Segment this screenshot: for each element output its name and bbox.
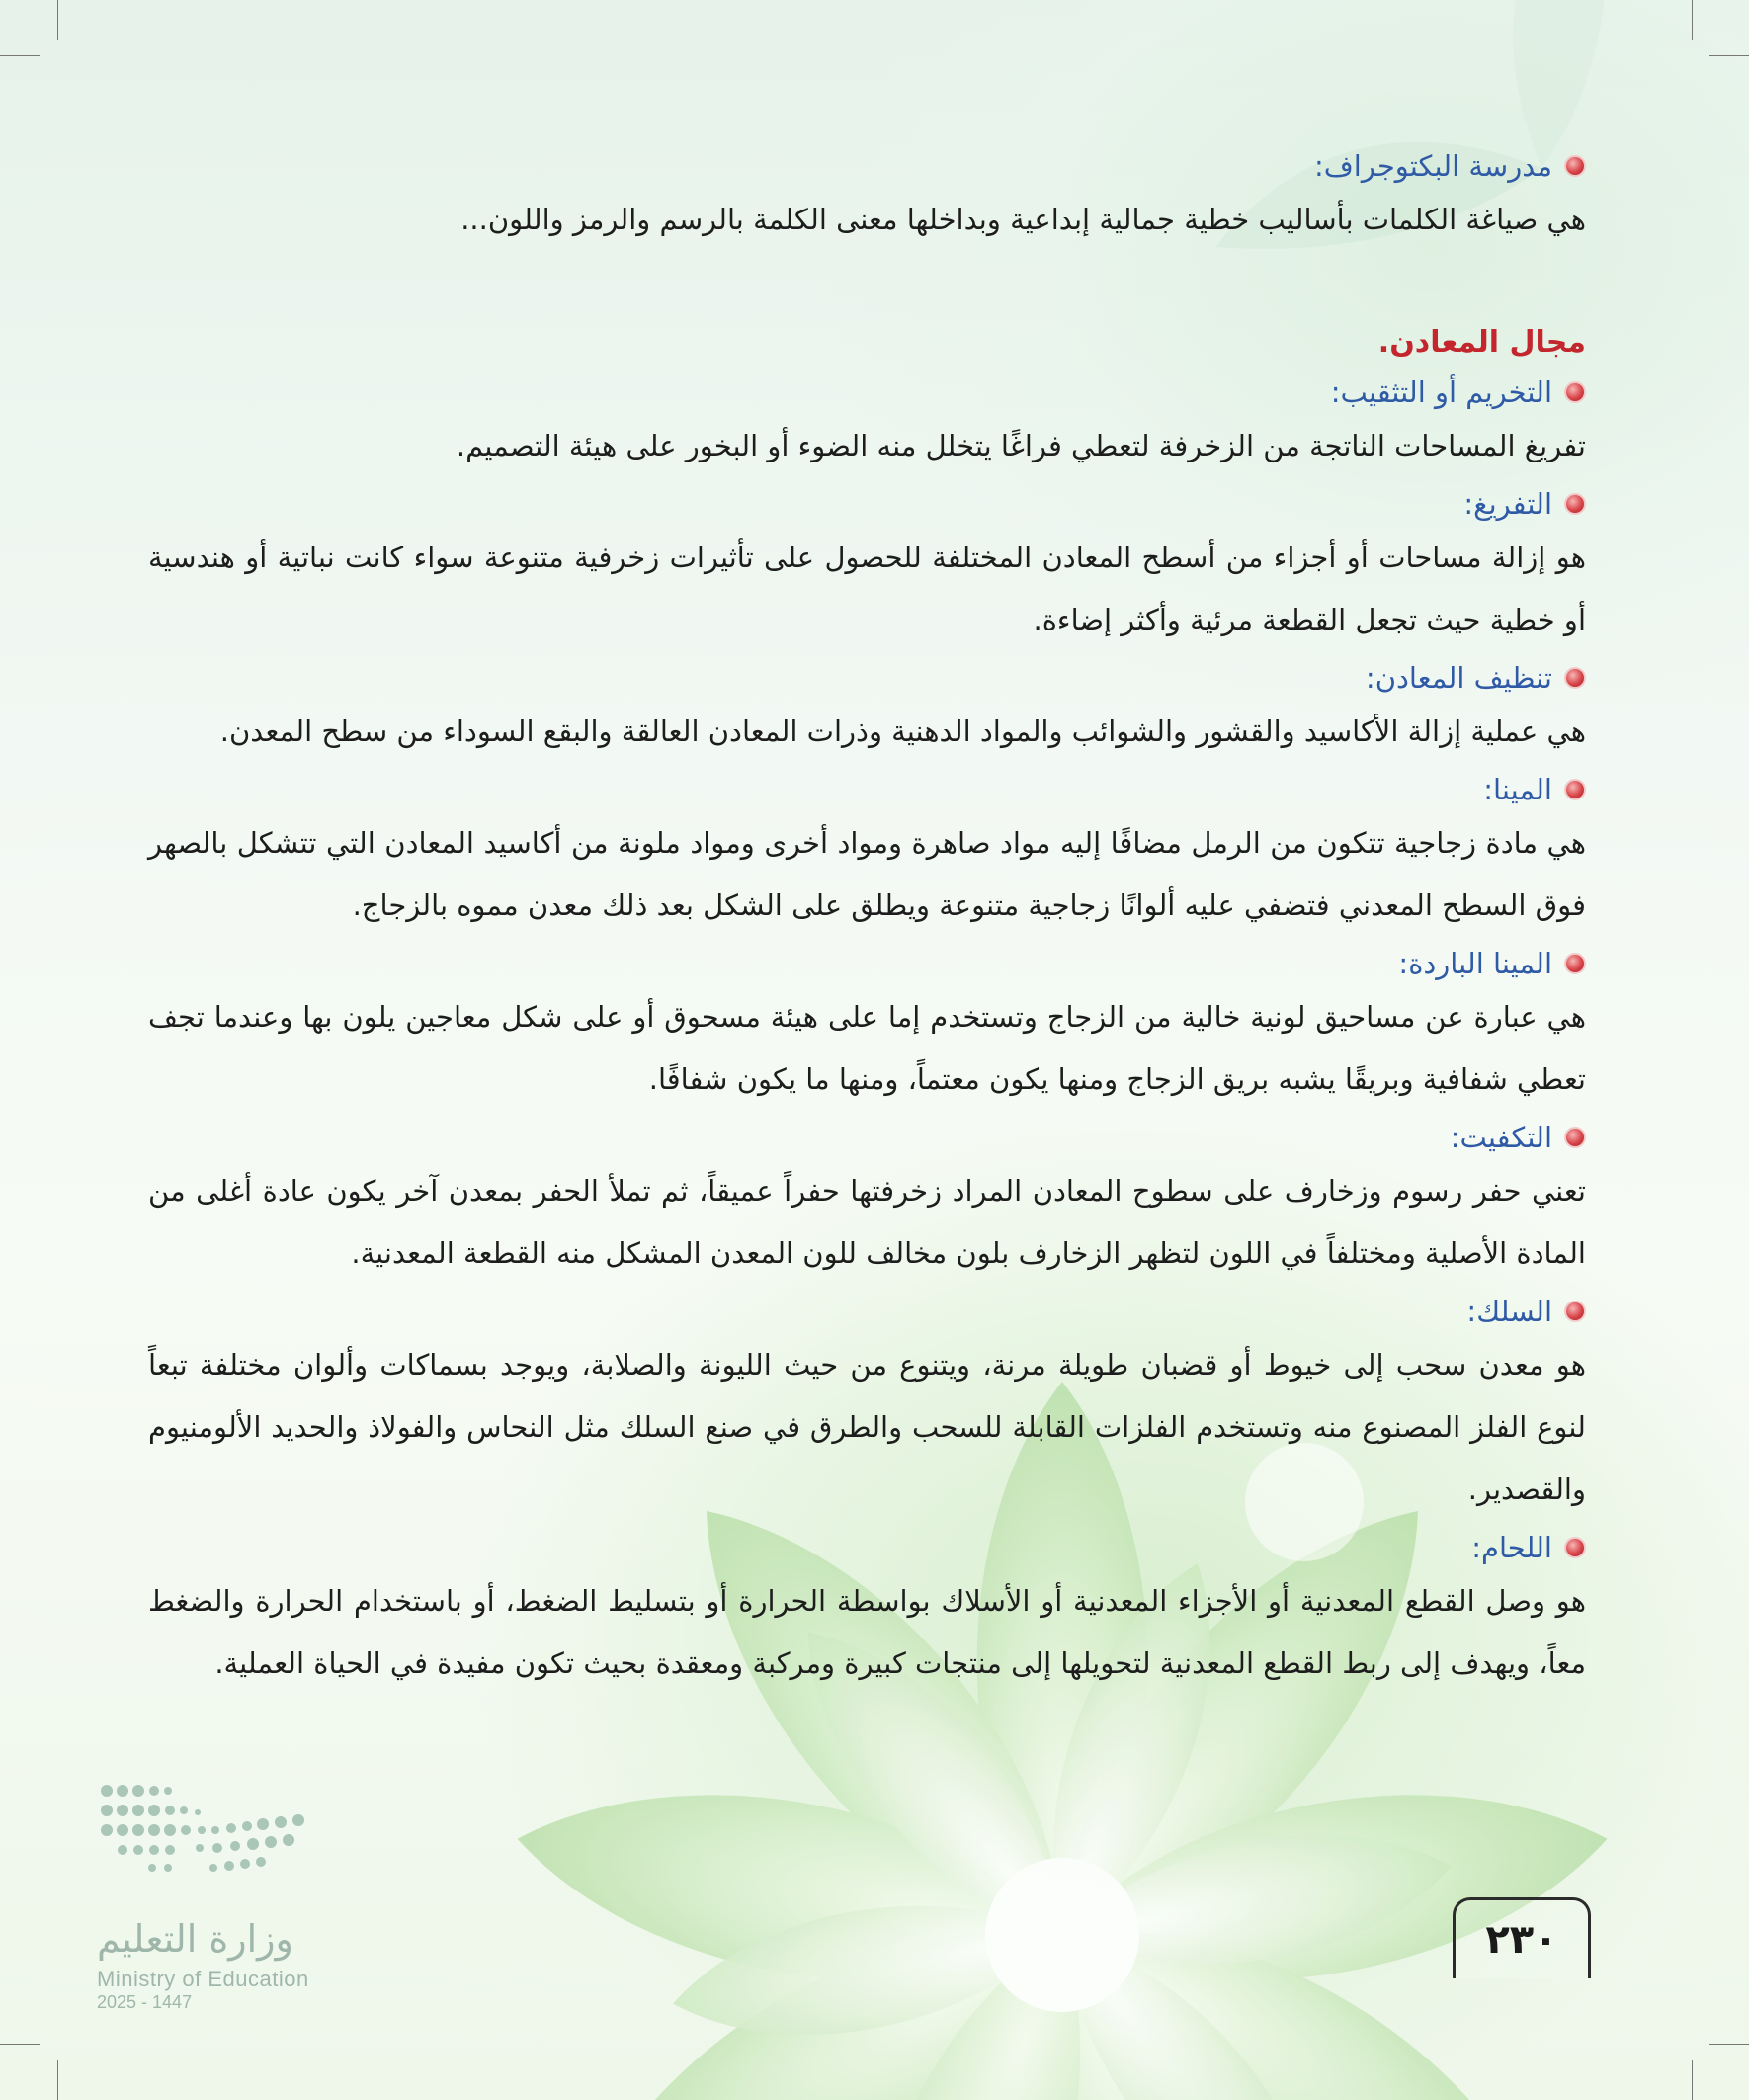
item-heading xyxy=(148,370,1586,415)
bullet-icon xyxy=(1564,1301,1586,1322)
item-heading xyxy=(148,1289,1586,1334)
item-heading xyxy=(148,655,1586,701)
item-heading-text: تنظيف المعادن: xyxy=(1365,661,1552,695)
section-title: مجال المعادن. xyxy=(1377,325,1586,360)
page-number: ٢٣٠ xyxy=(1485,1916,1558,1963)
item-heading xyxy=(148,1115,1586,1160)
item-heading xyxy=(148,481,1586,527)
intro-text: هي صياغة الكلمات بأساليب خطية جمالية إبداعية وبداخلها معنى الكلمة بالرسم والرمز واللون... xyxy=(460,203,1586,236)
item-heading-text: اللحام: xyxy=(1471,1531,1552,1564)
item-text: هي مادة زجاجية تتكون من الرمل مضافًا إليه مواد صاهرة ومواد أخرى ومواد ملونة من أكاسيد المعادن التي تتشكل بالصهر فوق السطح المعدني فتضفي عليه ألوانًا زجاجية متنوعة ويطلق على الشكل بعد ذلك معدن مموه بالزجاج. xyxy=(148,826,1586,922)
bullet-icon xyxy=(1564,493,1586,515)
crop-mark xyxy=(57,2060,58,2100)
item-text: تعني حفر رسوم وزخارف على سطوح المعادن المراد زخرفتها حفراً عميقاً، ثم تملأ الحفر بمعدن آخر يكون عادة أغلى من المادة الأصلية ومختلفاً في اللون لتظهر الزخارف بلون مخالف للون المعدن المشكل منه القطعة المعدنية. xyxy=(148,1174,1586,1270)
item-heading xyxy=(148,941,1586,986)
crop-mark xyxy=(1692,0,1693,40)
crop-mark xyxy=(57,0,58,40)
crop-mark xyxy=(0,55,40,56)
item-text: هو إزالة مساحات أو أجزاء من أسطح المعادن المختلفة للحصول على تأثيرات زخرفية متنوعة سواء كانت نباتية أو هندسية أو خطية حيث تجعل القطعة مرئية وأكثر إضاءة. xyxy=(148,541,1586,636)
item-text: هو وصل القطع المعدنية أو الأجزاء المعدنية أو الأسلاك بواسطة الحرارة أو بتسليط الضغط، أو باستخدام الحرارة والضغط معاً، ويهدف إلى ربط القطع المعدنية لتحويلها إلى منتجات كبيرة ومركبة ومعقدة بحيث تكون مفيدة في الحياة العملية. xyxy=(148,1584,1586,1680)
bullet-icon xyxy=(1564,1537,1586,1558)
logo-english-text: Ministry of Education xyxy=(97,1967,309,1991)
crop-mark xyxy=(0,2044,40,2045)
item-text: هي عملية إزالة الأكاسيد والقشور والشوائب والمواد الدهنية وذرات المعادن العالقة والبقع السوداء من سطح المعدن. xyxy=(219,714,1586,748)
logo-arabic-text: وزارة التعليم xyxy=(97,1917,293,1961)
bullet-icon xyxy=(1564,779,1586,800)
item-heading-text: السلك: xyxy=(1466,1295,1552,1328)
intro-heading-text: مدرسة البكتوجراف: xyxy=(1313,149,1552,183)
item-heading-text: المينا: xyxy=(1483,773,1552,806)
crop-mark xyxy=(1709,2044,1749,2045)
bullet-icon xyxy=(1564,1127,1586,1148)
item-heading-text: التخريم أو التثقيب: xyxy=(1330,376,1552,409)
item-heading-text: التفريغ: xyxy=(1463,487,1552,521)
intro-heading xyxy=(148,143,1586,189)
bullet-icon xyxy=(1564,155,1586,177)
item-text: تفريغ المساحات الناتجة من الزخرفة لتعطي فراغًا يتخلل منه الضوء أو البخور على هيئة التصميم. xyxy=(456,429,1586,462)
bullet-icon xyxy=(1564,953,1586,974)
crop-mark xyxy=(1692,2060,1693,2100)
item-heading-text: التكفيت: xyxy=(1450,1121,1552,1154)
logo-year-text: 2025 - 1447 xyxy=(97,1992,193,2012)
item-heading xyxy=(148,1525,1586,1570)
bullet-icon xyxy=(1564,667,1586,689)
logo-dots-icon xyxy=(97,1769,324,1907)
item-heading-text: المينا الباردة: xyxy=(1398,947,1552,980)
item-heading xyxy=(148,767,1586,812)
item-text: هو معدن سحب إلى خيوط أو قضبان طويلة مرنة، ويتنوع من حيث الليونة والصلابة، ويوجد بسماكات وألوان مختلفة تبعاً لنوع الفلز المصنوع منه وتستخدم الفلزات القابلة للسحب والطرق في صنع السلك مثل النحاس والفولاذ والحديد الألومنيوم والقصدير. xyxy=(148,1348,1586,1506)
page-number-box xyxy=(1453,1897,1591,1978)
crop-mark xyxy=(1709,55,1749,56)
bullet-icon xyxy=(1564,381,1586,403)
item-text: هي عبارة عن مساحيق لونية خالية من الزجاج وتستخدم إما على هيئة مسحوق أو على شكل معاجين يلون بها وعندما تجف تعطي شفافية وبريقًا يشبه بريق الزجاج ومنها يكون معتماً، ومنها ما يكون شفافًا. xyxy=(148,1000,1586,1096)
page-content xyxy=(148,143,1586,1699)
